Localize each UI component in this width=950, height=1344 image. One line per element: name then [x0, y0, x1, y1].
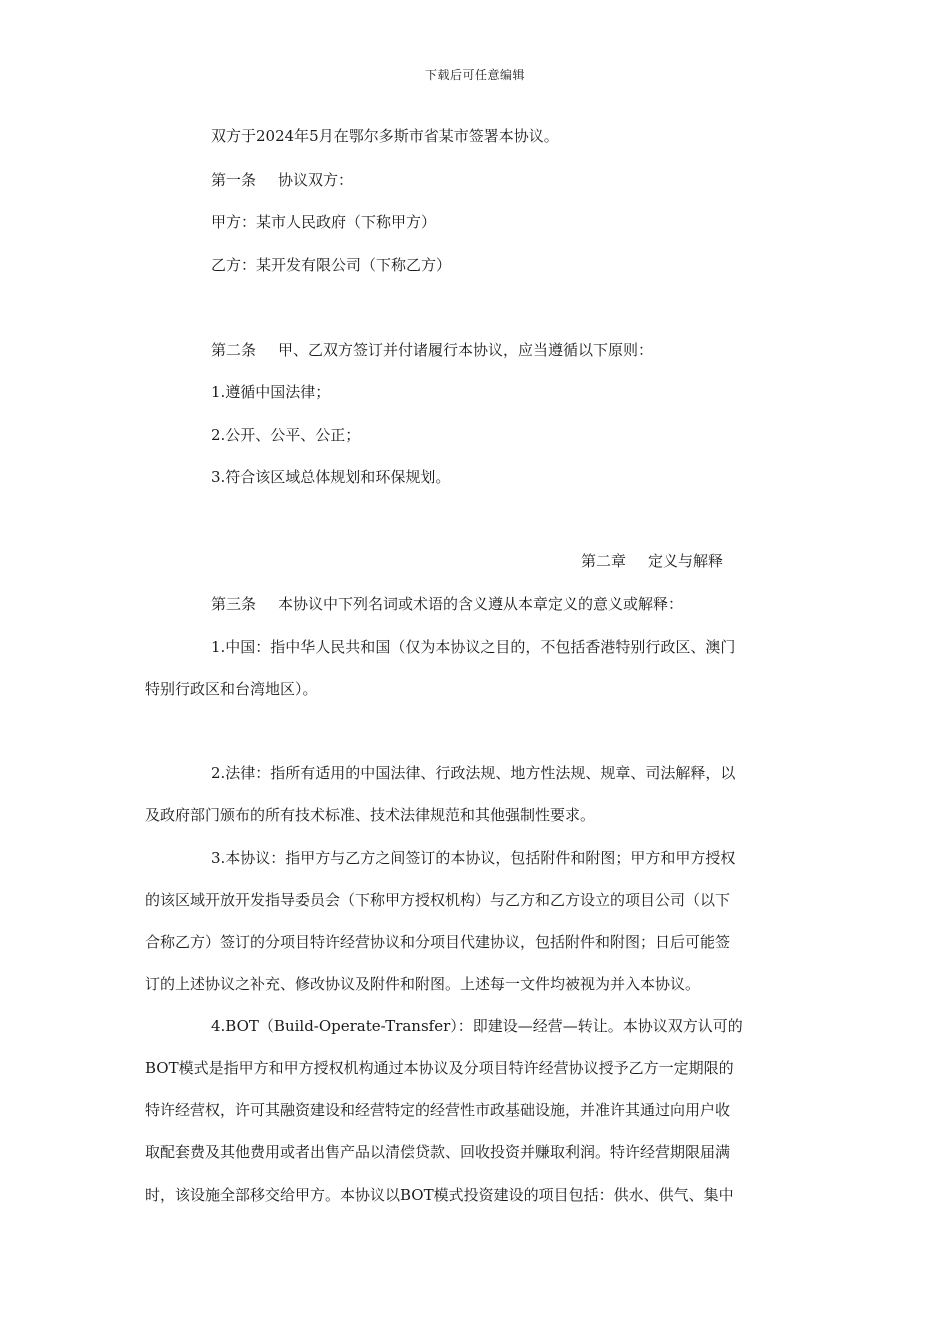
- article-1-title: 协议双方：: [278, 171, 354, 189]
- definition-4-line: 取配套费及其他费用或者出售产品以清偿贷款、回收投资并赚取利润。特许经营期限届满: [145, 1143, 731, 1161]
- article-1-number: 第一条: [211, 171, 257, 189]
- definition-4-line: BOT模式是指甲方和甲方授权机构通过本协议及分项目特许经营协议授予乙方一定期限的: [145, 1059, 734, 1077]
- article-2-heading: [211, 340, 653, 360]
- header-note: 下载后可任意编辑: [424, 68, 525, 82]
- definition-4-line: 时，该设施全部移交给甲方。本协议以BOT模式投资建设的项目包括：供水、供气、集中: [145, 1186, 734, 1204]
- principle-item: 3.符合该区域总体规划和环保规划。: [211, 468, 451, 486]
- principle-item: 2.公开、公平、公正；: [211, 426, 361, 444]
- article-3-heading: [211, 594, 683, 614]
- definition-3-line: 3.本协议：指甲方与乙方之间签订的本协议，包括附件和附图；甲方和甲方授权: [211, 849, 736, 867]
- party-a: 甲方：某市人民政府（下称甲方）: [211, 213, 437, 231]
- principle-item: 1.遵循中国法律；: [211, 383, 331, 401]
- chapter-2-heading: [581, 551, 723, 571]
- definition-2-line: 2.法律：指所有适用的中国法律、行政法规、地方性法规、规章、司法解释，以: [211, 764, 736, 782]
- chapter-2-number: 第二章: [581, 552, 627, 570]
- definition-3-line: 合称乙方）签订的分项目特许经营协议和分项目代建协议，包括附件和附图；日后可能签: [145, 933, 731, 951]
- definition-4-line: 4.BOT（Build-Operate-Transfer）：即建设—经营—转让。本协议双方认可的: [211, 1017, 743, 1035]
- definition-4-line: 特许经营权，许可其融资建设和经营特定的经营性市政基础设施，并准许其通过向用户收: [145, 1101, 731, 1119]
- signing-statement: 双方于2024年5月在鄂尔多斯市省某市签署本协议。: [211, 127, 559, 145]
- article-3-text: 本协议中下列名词或术语的含义遵从本章定义的意义或解释：: [278, 595, 684, 613]
- article-2-number: 第二条: [211, 341, 257, 359]
- article-2-text: 甲、乙双方签订并付诸履行本协议，应当遵循以下原则：: [278, 341, 654, 359]
- article-3-number: 第三条: [211, 595, 257, 613]
- article-1-heading: [211, 170, 353, 190]
- definition-1-line: 特别行政区和台湾地区）。: [145, 680, 318, 698]
- chapter-2-title: 定义与解释: [648, 552, 724, 570]
- definition-3-line: 订的上述协议之补充、修改协议及附件和附图。上述每一文件均被视为并入本协议。: [145, 975, 701, 993]
- definition-1-line: 1.中国：指中华人民共和国（仅为本协议之目的，不包括香港特别行政区、澳门: [211, 638, 736, 656]
- party-b: 乙方：某开发有限公司（下称乙方）: [211, 256, 452, 274]
- definition-3-line: 的该区域开放开发指导委员会（下称甲方授权机构）与乙方和乙方设立的项目公司（以下: [145, 891, 731, 909]
- definition-2-line: 及政府部门颁布的所有技术标准、技术法律规范和其他强制性要求。: [145, 806, 596, 824]
